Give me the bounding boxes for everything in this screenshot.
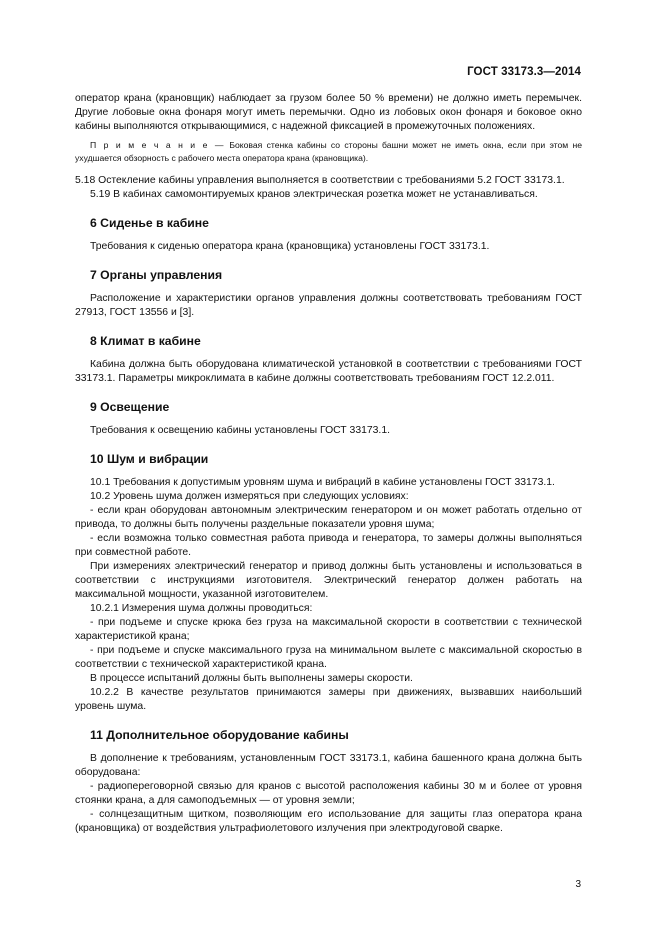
list-item: - солнцезащитным щитком, позволяющим его использование для защиты глаз оператора крана (крановщика) от воздействия ультрафиолетового излучения при электродуговой сварке. xyxy=(75,809,582,834)
paragraph-speed-measurements: В процессе испытаний должны быть выполнены замеры скорости. xyxy=(90,673,413,684)
section-8-heading: 8 Климат в кабине xyxy=(90,334,201,348)
section-9-heading: 9 Освещение xyxy=(90,400,170,414)
paragraph-10-2: 10.2 Уровень шума должен измеряться при следующих условиях: xyxy=(90,491,409,502)
note xyxy=(75,139,582,165)
paragraph-10-1: 10.1 Требования к допустимым уровням шума и вибраций в кабине установлены ГОСТ 33173.1. xyxy=(90,477,555,488)
section-7-paragraph: Расположение и характеристики органов управления должны соответствовать требованиям ГОСТ 27913, ГОСТ 13556 и [3]. xyxy=(75,293,582,318)
note-text: Боковая стенка кабины со стороны башни может не иметь окна, если при этом не ухудшается обзорность с рабочего места оператора крана (крановщика). xyxy=(75,140,582,163)
list-item: - радиопереговорной связью для кранов с высотой расположения кабины 30 м и более от уровня стоянки крана, а для самоподъемных — от уровня земли; xyxy=(75,781,582,806)
section-10-heading: 10 Шум и вибрации xyxy=(90,452,209,466)
section-6-paragraph: Требования к сиденью оператора крана (крановщика) установлены ГОСТ 33173.1. xyxy=(90,241,490,252)
section-6-heading: 6 Сиденье в кабине xyxy=(90,216,209,230)
section-7-heading: 7 Органы управления xyxy=(90,268,223,282)
paragraph-10-2-2: 10.2.2 В качестве результатов принимаются замеры при движениях, вызвавших наибольший уровень шума. xyxy=(75,687,582,712)
note-label: П р и м е ч а н и е — xyxy=(90,140,226,150)
paragraph-10-2-generator: При измерениях электрический генератор и привод должны быть установлены и использоваться в соответствии с инструкциями изготовителя. Электрический генератор должен работать на максимальной мощности, указанной изготовителем. xyxy=(75,561,582,600)
paragraph-5-19: 5.19 В кабинах самомонтируемых кранов электрическая розетка может не устанавливаться. xyxy=(90,189,538,200)
paragraph-intro: оператор крана (крановщик) наблюдает за грузом более 50 % времени) не должно иметь перемычек. Другие лобовые окна фонаря могут иметь перемычки. Одно из лобовых окон фонаря и боковое окно кабины выполняются открывающимися, с надежной фиксацией в промежуточных положениях. xyxy=(75,93,582,132)
page-number: 3 xyxy=(575,879,581,890)
section-11-paragraph: В дополнение к требованиям, установленным ГОСТ 33173.1, кабина башенного крана должна быть оборудована: xyxy=(75,753,582,778)
section-9-paragraph: Требования к освещению кабины установлены ГОСТ 33173.1. xyxy=(90,425,390,436)
list-item: - при подъеме и спуске крюка без груза на максимальной скорости в соответствии с технической характеристикой крана; xyxy=(75,617,582,642)
document-code-header: ГОСТ 33173.3—2014 xyxy=(467,66,581,78)
list-item: - при подъеме и спуске максимального груза на минимальном вылете с максимальной скоростью в соответствии с технической характеристикой крана. xyxy=(75,645,582,670)
paragraph-10-2-1: 10.2.1 Измерения шума должны проводиться: xyxy=(90,603,313,614)
list-item: - если возможна только совместная работа привода и генератора, то замеры должны выполняться при совместной работе. xyxy=(75,533,582,558)
list-item: - если кран оборудован автономным электрическим генератором и он может работать отдельно от привода, то должны быть получены раздельные показатели уровня шума; xyxy=(75,505,582,530)
section-11-heading: 11 Дополнительное оборудование кабины xyxy=(90,728,349,742)
page-content xyxy=(75,92,582,836)
section-8-paragraph: Кабина должна быть оборудована климатической установкой в соответствии с требованиями ГОСТ 33173.1. Параметры микроклимата в кабине должны соответствовать требованиям ГОСТ 12.2.011. xyxy=(75,359,582,384)
paragraph-5-18: 5.18 Остекление кабины управления выполняется в соответствии с требованиями 5.2 ГОСТ 33173.1. xyxy=(75,175,565,186)
